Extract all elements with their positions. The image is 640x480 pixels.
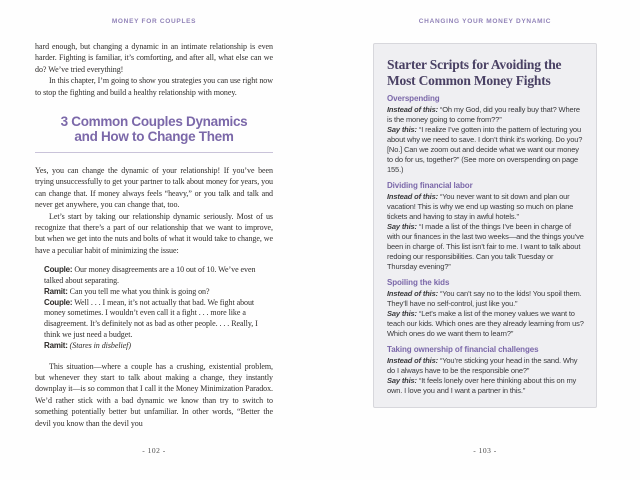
page-right bbox=[353, 18, 617, 408]
instead-line bbox=[387, 105, 584, 125]
instead-line bbox=[387, 289, 584, 309]
instead-text: “You never want to sit down and plan our vacation! This is why we end up wasting so much on plane tickets and having to stay in awful hotels.” bbox=[387, 192, 574, 221]
instead-label: Instead of this: bbox=[387, 289, 438, 298]
speaker-label: Couple: bbox=[44, 265, 73, 275]
speaker-label: Couple: bbox=[44, 297, 73, 307]
script-section-taking-ownership bbox=[387, 345, 584, 396]
script-section-dividing-financial-labor bbox=[387, 181, 584, 272]
instead-label: Instead of this: bbox=[387, 105, 438, 114]
instead-text: “Oh my God, did you really buy that? Where is the money going to come from??” bbox=[387, 105, 580, 124]
chapter-section-heading-line1: 3 Common Couples Dynamics bbox=[60, 114, 248, 130]
script-section-heading: Taking ownership of financial challenges bbox=[387, 345, 539, 354]
dialogue-stage-direction: (Stares in disbelief) bbox=[69, 340, 131, 350]
say-line bbox=[387, 222, 584, 272]
dialogue-text: Can you tell me what you think is going on? bbox=[69, 286, 210, 296]
say-label: Say this: bbox=[387, 125, 417, 134]
dialogue-text: Our money disagreements are a 10 out of 10. We’ve even talked about separating. bbox=[44, 265, 256, 286]
chapter-section-heading-line2: and How to Change Them bbox=[74, 129, 234, 145]
dialogue-block bbox=[44, 265, 273, 351]
script-section-heading: Overspending bbox=[387, 94, 440, 103]
say-text: “Let’s make a list of the money values we want to teach our kids. Which ones are they already learning from us? Which ones do we want them to learn?” bbox=[387, 309, 584, 338]
say-text: “I made a list of the things I’ve been in charge of with our finances in the last two weeks—and the things you’ve been in charge of. This list isn’t fair to me. I want to talk about redoing our responsibilities. Can you talk Tuesday or Thursday evening?” bbox=[387, 222, 584, 271]
running-head-left: MONEY FOR COUPLES bbox=[111, 18, 197, 25]
page-number-right: - 103 - bbox=[473, 446, 497, 455]
paragraph-5: This situation—where a couple has a crushing, existential problem, but whenever they start to talk about making a change, they instantly downplay it—is so common that I call it the Money Minimization Paradox. We’d rather stick with a bad dynamic we know than try to switch to something potentially better but unfamiliar. In other words, “Better the devil you know than the devil you bbox=[35, 361, 273, 428]
script-section-heading: Dividing financial labor bbox=[387, 181, 473, 190]
script-section-overspending bbox=[387, 94, 584, 175]
dialogue-turn bbox=[44, 341, 273, 352]
instead-text: “You can’t say no to the kids! You spoil them. They’ll have no self-control, just like you.” bbox=[387, 289, 582, 308]
paragraph-1: hard enough, but changing a dynamic in an intimate relationship is even harder. Fighting is familiar, it’s comforting, and after all, what else can we do? We’ve tried everything! bbox=[35, 42, 273, 74]
box-title: Starter Scripts for Avoiding the Most Common Money Fights bbox=[387, 57, 562, 88]
paragraph-2: In this chapter, I’m going to show you strategies you can use right now to stop the fighting and build a healthy relationship with money. bbox=[35, 76, 273, 97]
say-label: Say this: bbox=[387, 222, 417, 231]
say-line bbox=[387, 376, 584, 396]
instead-label: Instead of this: bbox=[387, 192, 438, 201]
speaker-label: Ramit: bbox=[44, 286, 68, 296]
say-label: Say this: bbox=[387, 309, 417, 318]
page-left bbox=[35, 18, 273, 429]
section-divider-rule bbox=[35, 152, 273, 153]
paragraph-4: Let’s start by taking our relationship dynamic seriously. Most of us recognize that there’s a part of our relationship that we want to improve, but when we get into the nuts and bolts of what it would take to change, we have a peculiar habit of minimizing the issue: bbox=[35, 211, 273, 255]
dialogue-text: Well . . . I mean, it’s not actually that bad. We fight about money sometimes. I wouldn’t even call it a fight . . . more like a disagreement. It’s definitely not as bad as other people. . . . Really, I think we just need a budget. bbox=[44, 297, 258, 340]
speaker-label: Ramit: bbox=[44, 340, 68, 350]
script-section-heading: Spoiling the kids bbox=[387, 278, 450, 287]
script-section-spoiling-the-kids bbox=[387, 278, 584, 339]
starter-scripts-box bbox=[373, 43, 597, 408]
say-label: Say this: bbox=[387, 376, 417, 385]
say-line bbox=[387, 309, 584, 339]
say-text: “I realize I’ve gotten into the pattern of lecturing you about why we need to save. I don’t think it’s working. Do you? [No.] Can we zoom out and decide what we want our money to do for us, together?” (See more on overspending on page 155.) bbox=[387, 125, 583, 174]
instead-label: Instead of this: bbox=[387, 356, 438, 365]
instead-text: “You’re sticking your head in the sand. Why do I always have to be the responsible one?” bbox=[387, 356, 578, 375]
page-number-left: - 102 - bbox=[142, 446, 166, 455]
running-head-right: CHANGING YOUR MONEY DYNAMIC bbox=[418, 18, 552, 25]
instead-line bbox=[387, 192, 584, 222]
instead-line bbox=[387, 356, 584, 376]
say-line bbox=[387, 125, 584, 175]
dialogue-turn bbox=[44, 298, 273, 341]
dialogue-turn bbox=[44, 265, 273, 287]
paragraph-3: Yes, you can change the dynamic of your relationship! If you’ve been trying unsuccessfully to get your partner to talk about money for years, you can change that. If money always feels “heavy,” or you talk and talk and never get anywhere, you can change that, too. bbox=[35, 166, 273, 210]
chapter-section-heading bbox=[35, 114, 273, 144]
say-text: “It feels lonely over here thinking about this on my own. I love you and I want a partner in this.” bbox=[387, 376, 577, 395]
dialogue-turn bbox=[44, 287, 273, 298]
